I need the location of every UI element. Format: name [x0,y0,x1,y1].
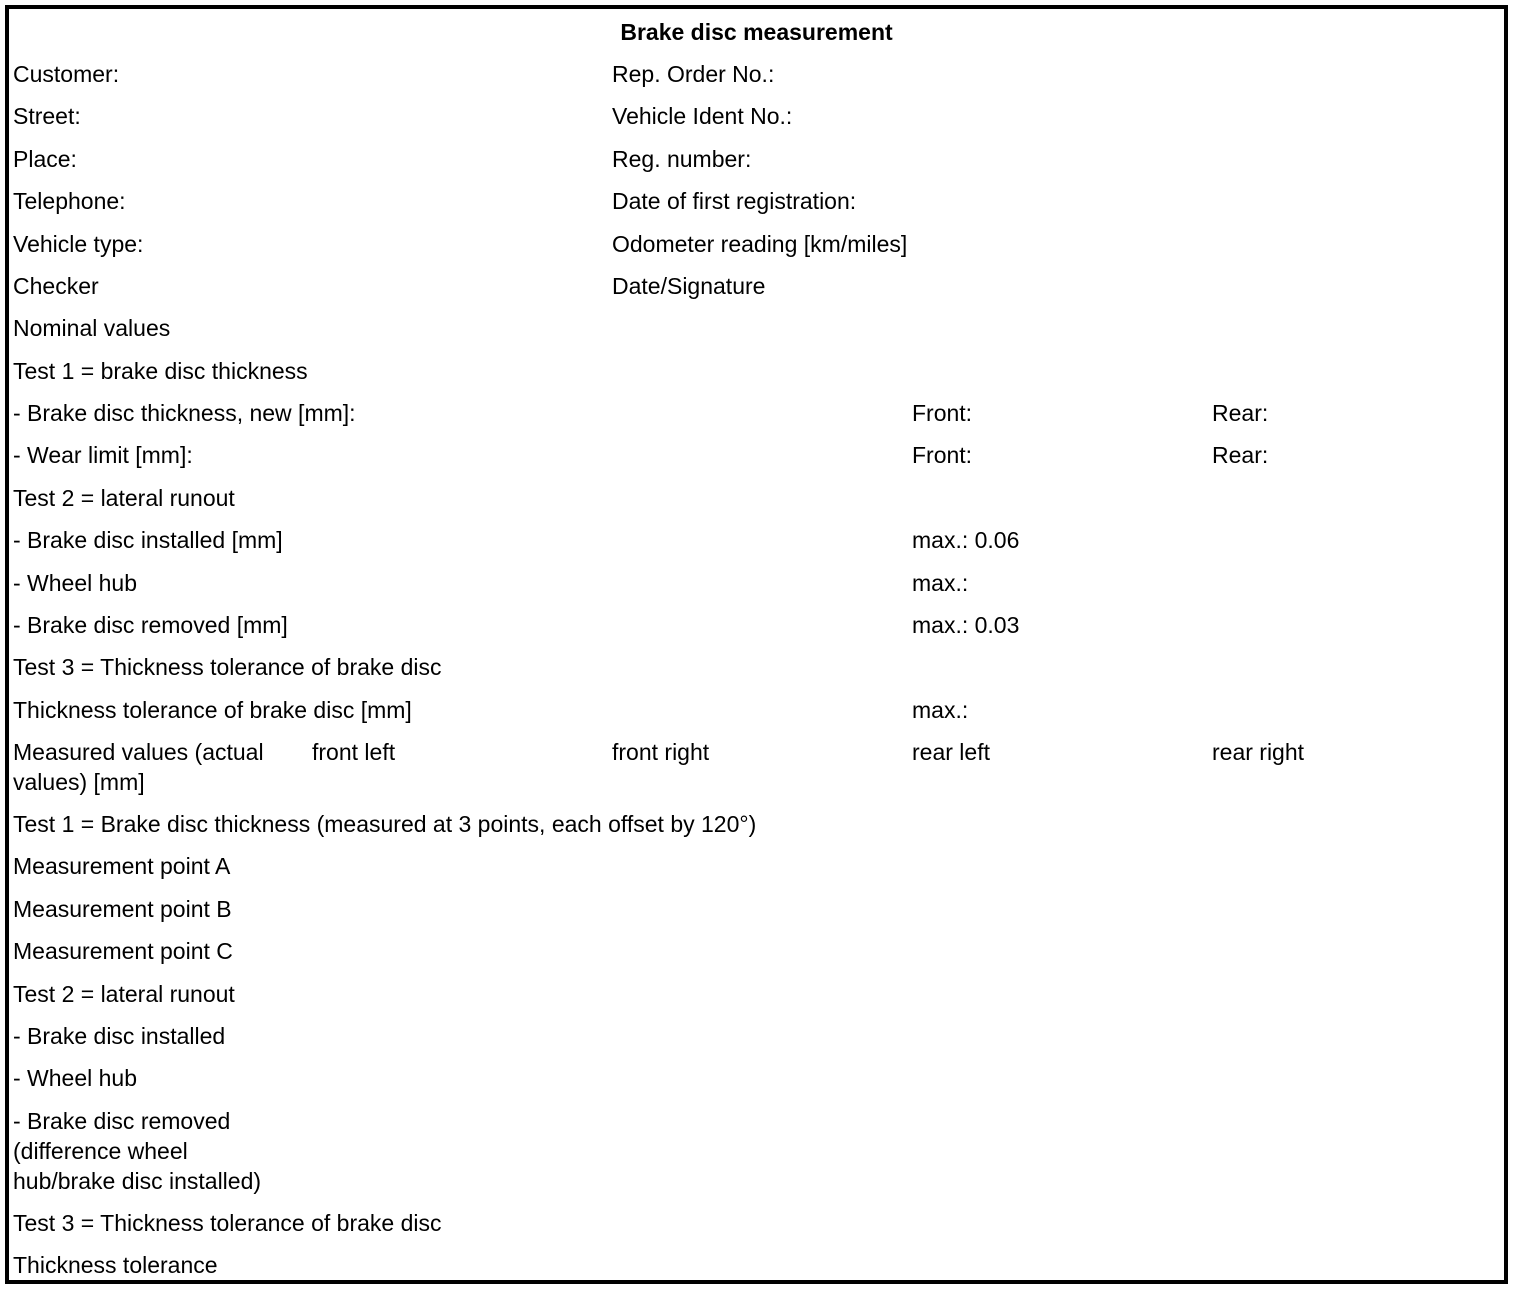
telephone-label: Telephone: [13,188,126,214]
nominal-installed-max: max.: 0.06 [912,527,1020,553]
form-title: Brake disc measurement [620,19,893,45]
vehicle-type-row [9,229,1504,259]
wear-limit-rear: Rear: [1212,442,1269,468]
measured-installed-label: - Brake disc installed [13,1023,226,1049]
checker-row [9,271,1504,301]
column-rear-left: rear left [912,739,990,765]
nominal-removed-max: max.: 0.03 [912,612,1020,638]
rep-order-label: Rep. Order No.: [612,61,775,87]
nominal-test3-heading: Test 3 = Thickness tolerance of brake disc [13,654,442,680]
first-registration-label: Date of first registration: [612,188,857,214]
wear-limit-label: - Wear limit [mm]: [13,442,193,468]
measured-removed-row [9,1106,1504,1196]
street-label: Street: [13,103,81,129]
measured-test1-heading: Test 1 = Brake disc thickness (measured at 3 points, each offset by 120°) [13,811,757,837]
thickness-new-label: - Brake disc thickness, new [mm]: [13,400,356,426]
street-row [9,101,1504,131]
thickness-new-row [9,398,1504,428]
measurement-point-a-label: Measurement point A [13,853,231,879]
customer-label: Customer: [13,61,120,87]
nominal-installed-label: - Brake disc installed [mm] [13,527,283,553]
measured-removed-label: - Brake disc removed (difference wheel hub/brake disc installed) [13,1108,262,1194]
nominal-values-heading-row [9,313,1504,343]
measurement-point-b-row [9,894,1504,924]
nominal-test3-row [9,652,1504,682]
column-front-right: front right [612,739,710,765]
measured-tolerance-label: Thickness tolerance [13,1252,218,1278]
nominal-tolerance-row [9,695,1504,725]
vehicle-ident-label: Vehicle Ident No.: [612,103,793,129]
measured-tolerance-row [9,1250,1504,1280]
nominal-test1-row [9,356,1504,386]
wear-limit-row [9,440,1504,470]
nominal-wheel-hub-label: - Wheel hub [13,570,138,596]
place-row [9,144,1504,174]
nominal-test2-heading: Test 2 = lateral runout [13,485,235,511]
measured-test2-row [9,979,1504,1009]
nominal-values-heading: Nominal values [13,315,171,341]
wear-limit-front: Front: [912,442,973,468]
thickness-new-rear: Rear: [1212,400,1269,426]
nominal-installed-row [9,525,1504,555]
customer-row [9,59,1504,89]
column-rear-right: rear right [1212,739,1305,765]
place-label: Place: [13,146,77,172]
odometer-label: Odometer reading [km/miles] [612,231,908,257]
nominal-wheel-hub-max: max.: [912,570,969,596]
reg-number-label: Reg. number: [612,146,752,172]
brake-disc-measurement-form [5,5,1508,1284]
title-row [9,17,1504,47]
nominal-wheel-hub-row [9,568,1504,598]
measured-test3-heading: Test 3 = Thickness tolerance of brake disc [13,1210,442,1236]
date-signature-label: Date/Signature [612,273,766,299]
measurement-point-c-row [9,936,1504,966]
checker-label: Checker [13,273,99,299]
measurement-point-a-row [9,851,1504,881]
measured-test1-row [9,809,1504,839]
measured-values-heading: Measured values (actual values) [mm] [13,739,264,795]
measured-test2-heading: Test 2 = lateral runout [13,981,235,1007]
measured-wheel-hub-label: - Wheel hub [13,1065,138,1091]
measured-installed-row [9,1021,1504,1051]
nominal-removed-label: - Brake disc removed [mm] [13,612,288,638]
thickness-new-front: Front: [912,400,973,426]
nominal-removed-row [9,610,1504,640]
telephone-row [9,186,1504,216]
measured-test3-row [9,1208,1504,1238]
nominal-tolerance-label: Thickness tolerance of brake disc [mm] [13,697,412,723]
column-front-left: front left [312,739,396,765]
measurement-point-c-label: Measurement point C [13,938,233,964]
vehicle-type-label: Vehicle type: [13,231,144,257]
nominal-test1-heading: Test 1 = brake disc thickness [13,358,308,384]
nominal-tolerance-max: max.: [912,697,969,723]
measurement-point-b-label: Measurement point B [13,896,232,922]
nominal-test2-row [9,483,1504,513]
measured-wheel-hub-row [9,1063,1504,1093]
measured-values-header-row [9,737,1504,797]
